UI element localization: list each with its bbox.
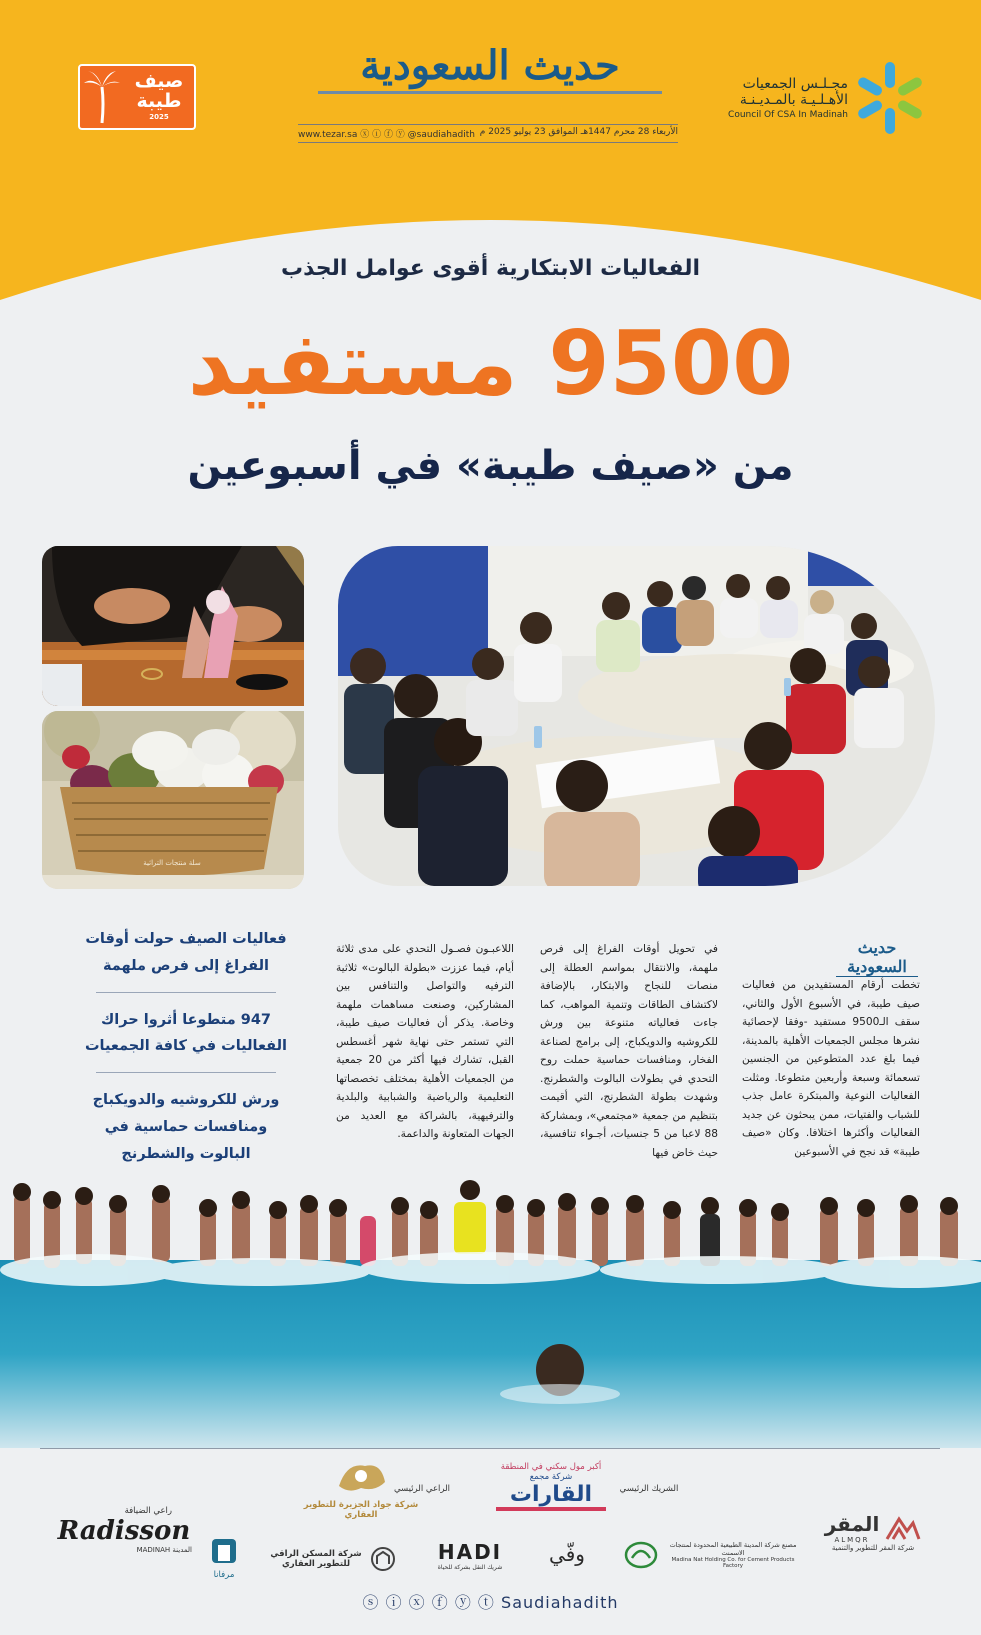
hadi-tagline: شريك النقل بشركة للحياة xyxy=(437,1564,503,1571)
article-column-2-text: في تحويل أوقات الفراغ إلى فرص ملهمة، والانتقال بمواسم العطلة إلى منصات للنجاح والابتكار، بالإضافة لاكتشاف الطاقات وتنمية المواهب، كما جاءت فعالياته متنوعة بين ورش للكروشيه والدويكباج، إلى برامج لصناعة الفخار، ومنافسات حماسية حملت روح التحدي في بطولات البالوت والشطرنج. وشهدت بطولة الشطرنج، التي أقيمت بتنظيم من جمعية «مجتمعي»، وبمشاركة 88 لاعبا من 5 جنسيات، أجـواء تنافسية، حيث خاض فيها xyxy=(540,943,718,1159)
strategic-partner-label: الشريك الرئيسي xyxy=(619,1484,679,1494)
sayf-taiba-logo xyxy=(78,64,196,130)
highlight-point-1: فعاليات الصيف حولت أوقات الفراغ إلى فرص ملهمة xyxy=(85,931,287,974)
photo-craft-workshop xyxy=(42,546,304,706)
dateline xyxy=(298,124,678,143)
maqar-name-en: ALMQR xyxy=(834,1536,870,1544)
sponsor-marfana[interactable] xyxy=(206,1536,242,1580)
madina-nat-name-en: Madina Nat Holding Co. for Cement Products Factory xyxy=(671,1557,795,1569)
basket-caption: سلة منتجات التراثية xyxy=(143,859,201,867)
wafi-name: وفّي xyxy=(549,1542,585,1566)
sponsor-qarat[interactable] xyxy=(496,1462,606,1511)
jawad-emblem-icon xyxy=(331,1456,391,1496)
headline-big-number: 9500 مستفيد xyxy=(187,312,794,415)
maskan-name: شركة المسكن الراقي للتطوير العقاري xyxy=(270,1549,362,1569)
photo-youth-meeting xyxy=(338,546,935,886)
marfana-name: مرفانا xyxy=(213,1570,235,1580)
highlight-separator xyxy=(96,1072,276,1073)
jawad-name: شركة جواد الجزيرة للتطوير العقاري xyxy=(303,1500,419,1520)
council-line2: الأهـلـيـة بالمـديـنـة xyxy=(739,91,848,108)
maqar-emblem-icon xyxy=(885,1513,921,1543)
madina-nat-name: مصنع شركة المدينة الطبيعية المحدودة لمنتجات الاسمنت xyxy=(669,1541,797,1557)
sponsor-maqar[interactable] xyxy=(808,1512,938,1552)
headline-subtitle: من «صيف طيبة» في أسبوعين xyxy=(187,443,794,489)
logo-line1: صيف xyxy=(134,70,184,93)
article-column-2 xyxy=(540,940,718,1162)
sponsor-radisson[interactable] xyxy=(56,1506,192,1554)
council-star-icon xyxy=(852,58,928,138)
maqar-subtitle: شركة المقر للتطوير والتنمية xyxy=(831,1544,915,1552)
council-line3: Council Of CSA In Madinah xyxy=(728,109,848,120)
palm-tree-icon xyxy=(80,66,124,128)
article-column-3-text: اللاعبـون فصـول التحدي على مدى ثلاثة أيام، فيما عززت «بطولة البالوت» ثلاثية الترفيه والتواصل والتنافس بين المشاركين، وصنعت مساهمات ملهمة وخاصة. يذكر أن فعاليات صيف طيبة، التي تستمر حتى نهاية شهر أغسطس القبل، تشارك فيها أكثر من 20 جمعية من الجمعيات الأهلية بمختلف تخصصاتها التعليمية والرياضية والشبابية والبلدية والترفيهية، بالشراكة مع العديد من الجهات المتعاونة والداعمة. xyxy=(336,943,515,1141)
madina-nat-emblem-icon xyxy=(624,1540,658,1570)
marfana-emblem-icon xyxy=(209,1536,239,1566)
qarat-subtitle: شركة مجمع xyxy=(529,1472,573,1482)
sponsor-madina-nat[interactable] xyxy=(624,1540,804,1570)
qarat-tagline: أكبر مول سكني في المنطقة xyxy=(500,1462,602,1472)
article-column-1 xyxy=(742,976,920,1161)
article-column-3 xyxy=(336,940,514,1144)
radisson-city: MADINAH المدينة xyxy=(136,1546,192,1554)
council-logo xyxy=(728,58,928,138)
article-brand-mark: حديث السعودية xyxy=(836,938,918,977)
footer-handle-text: Saudiahadith xyxy=(501,1593,619,1612)
logo-line2: طيبة xyxy=(136,90,182,113)
main-sponsor-label: الراعي الرئيسي xyxy=(393,1484,451,1494)
article-column-1-text: تخطت أرقام المستفيدين من فعاليات صيف طيبة، في الأسبوع الأول والثاني، سقف الـ9500 مستفيد -وفقا لإحصائية نشرها مجلس الجمعيات الأهلية بالمدينة، فيما بلغ عدد المتطوعين من الجنسين تسعمائة وسبعة وأربعين متطوعا. ومثلت الفعاليات النوعية والمبتكرة عامل جذب للشباب والفتيات، ممن يبحثون عن جديد الفعاليات وأكثرها اختلافا. وكان «صيف طيبة» قد نجح في الأسبوعين xyxy=(742,979,920,1158)
logo-year: 2025 xyxy=(149,113,169,122)
masthead xyxy=(300,42,680,94)
maqar-name: المقر xyxy=(824,1512,880,1536)
web-social-handles[interactable]: www.tezar.sa ⓧ ⓘ ⓕ ⓨ @saudiahadith xyxy=(298,130,475,140)
masthead-title: حديث السعودية xyxy=(360,42,620,89)
council-line1: مجـلـس الجمعيات xyxy=(742,75,848,92)
highlights-sidebar xyxy=(78,924,294,1180)
sponsors-divider xyxy=(40,1448,940,1449)
photo-yarn-basket xyxy=(42,711,304,889)
issue-date: الأربعاء 28 محرم 1447هـ الموافق 23 يوليو 2025 م xyxy=(479,127,678,137)
sponsor-maskan[interactable] xyxy=(268,1546,398,1572)
maskan-emblem-icon xyxy=(370,1546,396,1572)
qarat-name: القارات xyxy=(496,1482,606,1511)
footer-social-handle[interactable] xyxy=(0,1590,981,1613)
photo-swimming-pool xyxy=(0,1180,981,1448)
hospitality-label: راعي الضيافة xyxy=(124,1506,172,1516)
hadi-name: HADI xyxy=(437,1540,503,1564)
masthead-rule xyxy=(318,91,662,94)
highlight-point-3: ورش للكروشيه والدويكباج ومنافسات حماسية في البالوت والشطرنج xyxy=(92,1092,280,1162)
highlight-point-2: 947 متطوعا أثروا حراك الفعاليات في كافة الجمعيات xyxy=(84,1011,288,1055)
headline-kicker: الفعاليات الابتكارية أقوى عوامل الجذب xyxy=(280,256,701,281)
footer-social-icons: ⓢ ⓘ ⓧ ⓕ ⓨ ⓣ xyxy=(362,1593,495,1612)
sponsor-wafi[interactable] xyxy=(532,1542,602,1566)
radisson-name: Radisson xyxy=(57,1516,191,1546)
highlight-separator xyxy=(96,992,276,993)
sponsor-hadi[interactable] xyxy=(428,1540,512,1571)
